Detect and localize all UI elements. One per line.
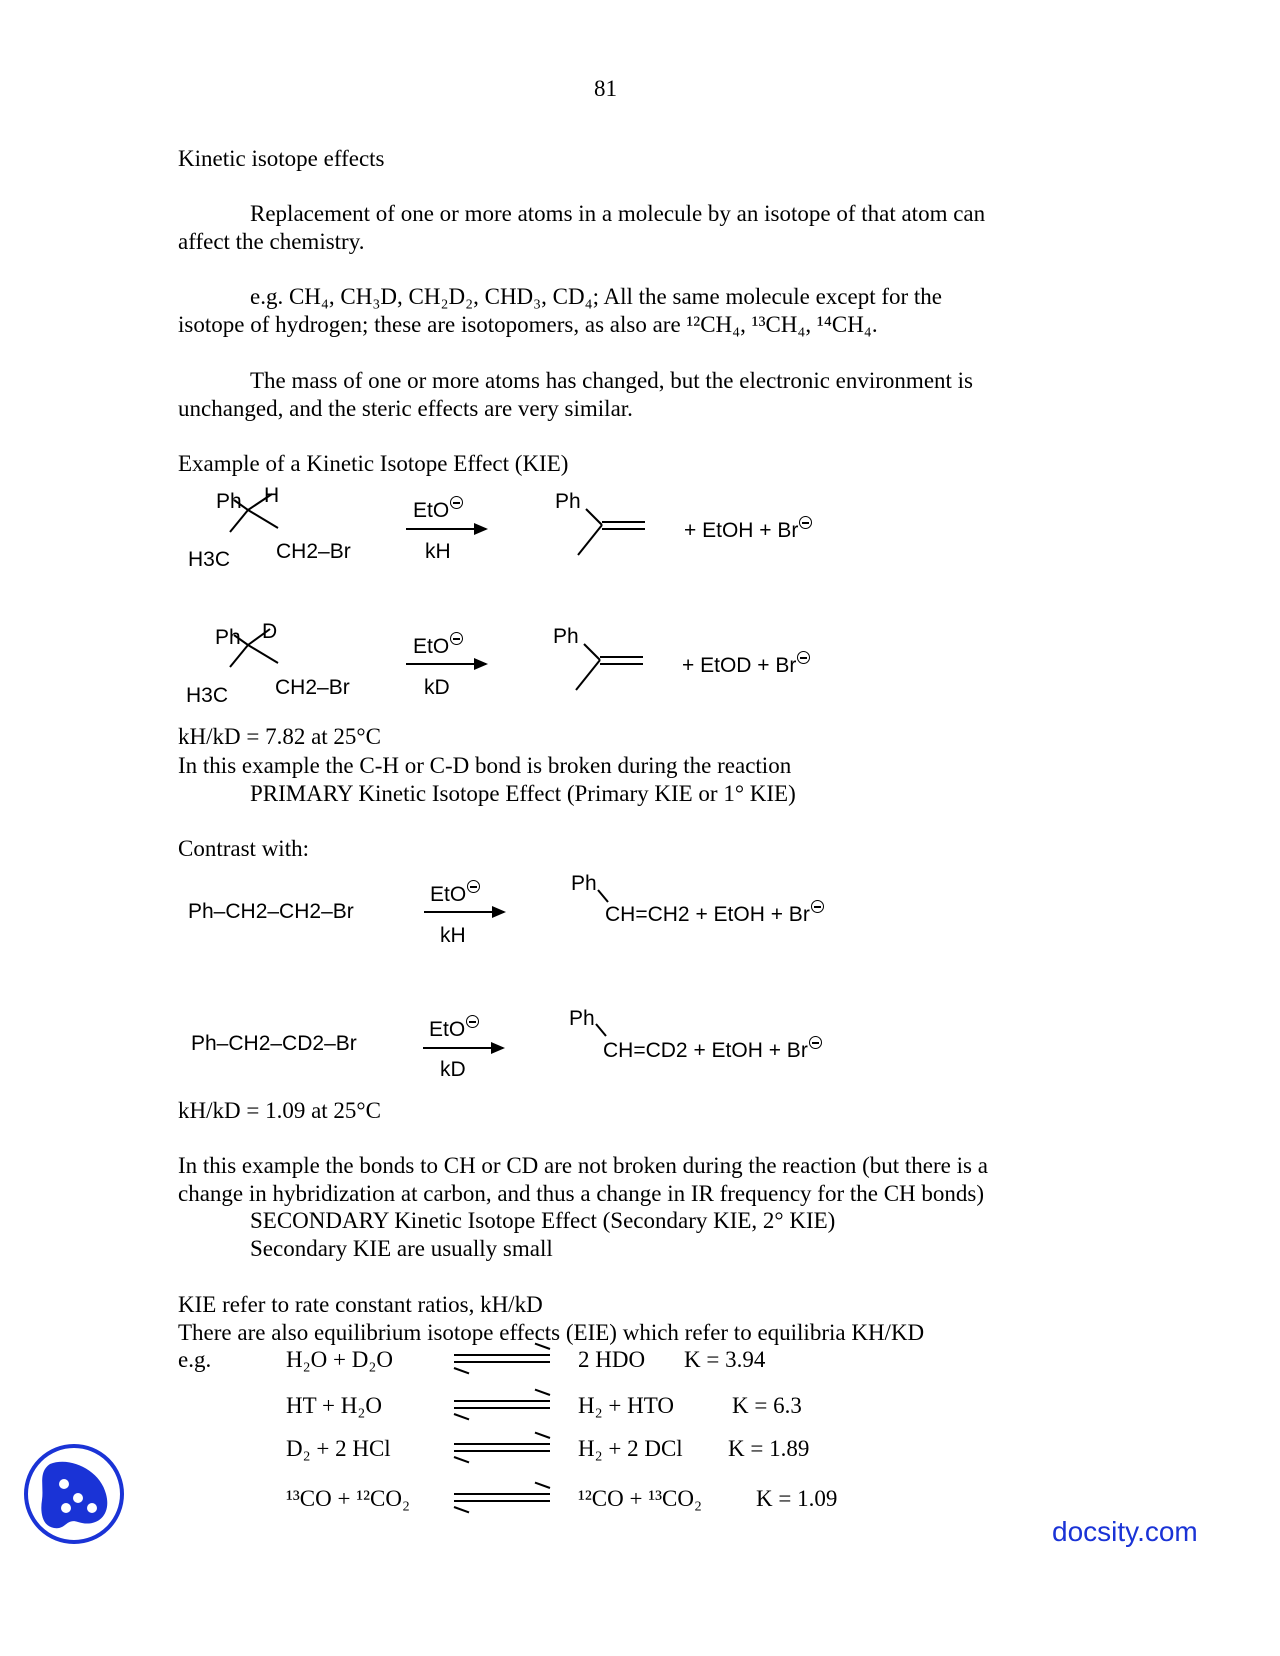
paragraph-line: Secondary KIE are usually small	[250, 1236, 553, 1261]
paragraph-line: affect the chemistry.	[178, 229, 365, 254]
section-title: Kinetic isotope effects	[178, 146, 385, 171]
alkene-product-skeleton	[570, 505, 660, 565]
paragraph-line: KIE refer to rate constant ratios, kH/kD	[178, 1292, 543, 1317]
equilibrium-right: ¹²CO + ¹³CO₂	[578, 1486, 702, 1511]
ch2br-label: CH2–Br	[276, 540, 351, 563]
paragraph-line: isotope of hydrogen; these are isotopomers, as also are ¹²CH₄, ¹³CH₄, ¹⁴CH₄.	[178, 312, 878, 337]
methyl-label: H3C	[186, 684, 229, 707]
eg-label: e.g.	[178, 1347, 212, 1372]
equilibrium-left: H₂O + D₂O	[286, 1347, 393, 1372]
page-number: 81	[594, 76, 617, 101]
reaction-arrow	[406, 663, 486, 665]
reactant-ph: Ph	[216, 490, 242, 513]
isotope-label: D	[262, 620, 278, 643]
product-ph: Ph	[555, 490, 581, 513]
methyl-label: H3C	[188, 548, 231, 571]
reactant: Ph–CH2–CH2–Br	[188, 900, 354, 923]
reagent-label: EtO	[413, 632, 463, 659]
reaction-arrow	[424, 911, 504, 913]
paragraph-line: change in hybridization at carbon, and thus a change in IR frequency for the CH bonds)	[178, 1181, 985, 1206]
equilibrium-right: H₂ + 2 DCl	[578, 1436, 683, 1461]
isotope-label: H	[264, 484, 280, 507]
product: CH=CD2 + EtOH + Br	[603, 1036, 822, 1063]
negative-charge-icon	[811, 900, 824, 913]
equilibrium-arrow	[454, 1491, 550, 1503]
reaction-arrow	[406, 528, 486, 530]
equilibrium-constant: K = 6.3	[732, 1393, 802, 1418]
paragraph-line: SECONDARY Kinetic Isotope Effect (Secondary KIE, 2° KIE)	[250, 1208, 836, 1233]
equilibrium-left: D₂ + 2 HCl	[286, 1436, 391, 1461]
equilibrium-right: H₂ + HTO	[578, 1393, 674, 1418]
product: CH=CH2 + EtOH + Br	[605, 900, 824, 927]
negative-charge-icon	[450, 496, 463, 509]
reagent-label: EtO	[429, 1015, 479, 1042]
docsity-logo-icon	[22, 1442, 126, 1546]
paragraph-line: e.g. CH₄, CH₃D, CH₂D₂, CHD₃, CD₄; All the same molecule except for the	[250, 284, 942, 309]
product-ph: Ph	[553, 625, 579, 648]
byproducts: + EtOH + Br	[684, 516, 812, 543]
rate-constant: kD	[440, 1058, 466, 1081]
paragraph-line: Replacement of one or more atoms in a molecule by an isotope of that atom can	[250, 201, 986, 226]
product-ph: Ph	[571, 872, 597, 895]
paragraph-line: unchanged, and the steric effects are very similar.	[178, 396, 633, 421]
paragraph-line: The mass of one or more atoms has changed, but the electronic environment is	[250, 368, 974, 393]
equilibrium-left: ¹³CO + ¹²CO₂	[286, 1486, 410, 1511]
negative-charge-icon	[467, 880, 480, 893]
negative-charge-icon	[450, 632, 463, 645]
reactant-ph: Ph	[215, 626, 241, 649]
equilibrium-left: HT + H₂O	[286, 1393, 382, 1418]
ch2br-label: CH2–Br	[275, 676, 350, 699]
equilibrium-constant: K = 1.09	[756, 1486, 838, 1511]
rate-ratio: kH/kD = 7.82 at 25°C	[178, 724, 381, 749]
reactant: Ph–CH2–CD2–Br	[191, 1032, 357, 1055]
paragraph-line: In this example the bonds to CH or CD are not broken during the reaction (but there is a	[178, 1153, 988, 1178]
paragraph-line: In this example the C-H or C-D bond is broken during the reaction	[178, 753, 792, 778]
rate-constant: kH	[425, 540, 451, 563]
contrast-label: Contrast with:	[178, 836, 309, 861]
reagent-label: EtO	[413, 496, 463, 523]
rate-constant: kH	[440, 924, 466, 947]
rate-ratio: kH/kD = 1.09 at 25°C	[178, 1098, 381, 1123]
equilibrium-right: 2 HDO	[578, 1347, 646, 1372]
equilibrium-constant: K = 1.89	[728, 1436, 810, 1461]
equilibrium-arrow	[454, 1441, 550, 1453]
paragraph-line: There are also equilibrium isotope effects (EIE) which refer to equilibria KH/KD	[178, 1320, 925, 1345]
negative-charge-icon	[809, 1036, 822, 1049]
rate-constant: kD	[424, 676, 450, 699]
byproducts: + EtOD + Br	[682, 651, 810, 678]
equilibrium-arrow	[454, 1398, 550, 1410]
alkene-product-skeleton	[568, 640, 658, 700]
example-heading: Example of a Kinetic Isotope Effect (KIE)	[178, 451, 569, 476]
negative-charge-icon	[799, 516, 812, 529]
negative-charge-icon	[466, 1015, 479, 1028]
brand-link[interactable]: docsity.com	[1052, 1516, 1198, 1547]
equilibrium-constant: K = 3.94	[684, 1347, 766, 1372]
product-ph: Ph	[569, 1007, 595, 1030]
paragraph-line: PRIMARY Kinetic Isotope Effect (Primary KIE or 1° KIE)	[250, 781, 796, 806]
reagent-label: EtO	[430, 880, 480, 907]
reaction-arrow	[423, 1047, 503, 1049]
negative-charge-icon	[797, 651, 810, 664]
equilibrium-arrow	[454, 1352, 550, 1364]
